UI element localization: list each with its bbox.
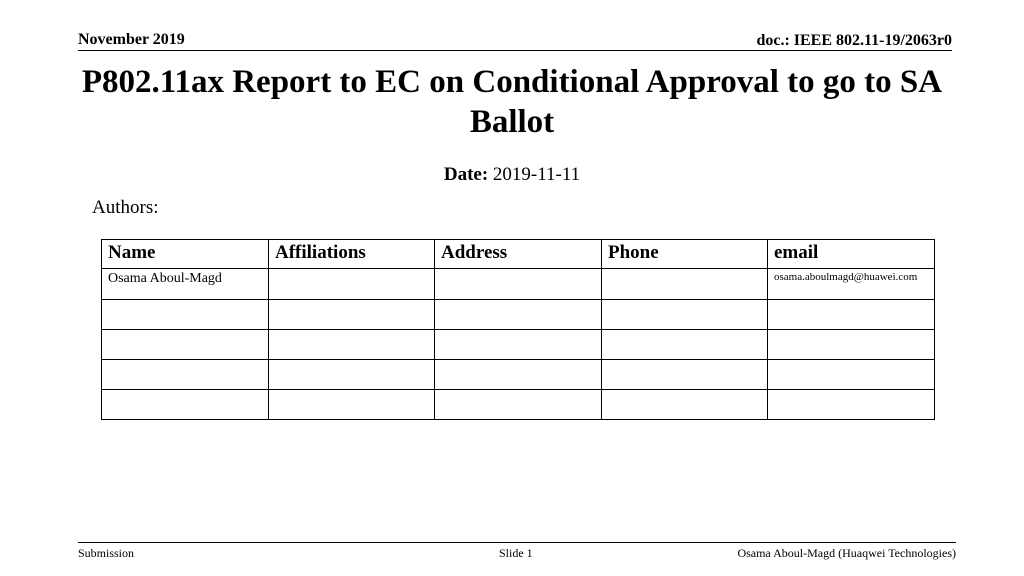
column-header-name: Name [102,240,269,269]
authors-table [101,239,935,420]
table-cell [102,360,269,390]
table-cell [602,300,768,330]
header-date: November 2019 [78,31,185,48]
table-cell [768,300,935,330]
header-doc-id: doc.: IEEE 802.11-19/2063r0 [756,32,952,49]
table-row [102,300,935,330]
table-cell [602,360,768,390]
table-cell [435,330,602,360]
column-header-email: email [768,240,935,269]
date-line [0,164,1024,186]
table-cell [269,300,435,330]
footer-slide-number: Slide 1 [499,546,533,560]
column-header-affiliations: Affiliations [269,240,435,269]
footer-divider [78,542,956,543]
table-cell [102,300,269,330]
table-cell [768,330,935,360]
table-cell [435,390,602,420]
table-row [102,330,935,360]
table-cell [102,390,269,420]
table-cell [269,330,435,360]
table-cell [768,390,935,420]
header-divider [78,50,952,51]
column-header-address: Address [435,240,602,269]
footer-author: Osama Aboul-Magd (Huaqwei Technologies) [737,546,956,560]
author-address-cell [435,269,602,300]
author-phone-cell [602,269,768,300]
table-cell [269,390,435,420]
authors-label: Authors: [92,197,159,218]
table-cell [102,330,269,360]
author-name-cell: Osama Aboul-Magd [102,269,269,300]
table-header-row [102,240,935,269]
slide-title: P802.11ax Report to EC on Conditional Approval to go to SA Ballot [81,64,943,140]
footer-submission: Submission [78,546,135,560]
table-cell [602,330,768,360]
table-row [102,360,935,390]
date-value: 2019-11-11 [492,164,581,185]
table-cell [602,390,768,420]
table-cell [768,360,935,390]
author-affiliation-cell [269,269,435,300]
table-cell [269,360,435,390]
table-cell [435,360,602,390]
table-row [102,269,935,300]
column-header-phone: Phone [602,240,768,269]
date-label: Date: [443,164,489,185]
table-row [102,390,935,420]
table-cell [435,300,602,330]
author-email-cell: osama.aboulmagd@huawei.com [768,269,935,300]
